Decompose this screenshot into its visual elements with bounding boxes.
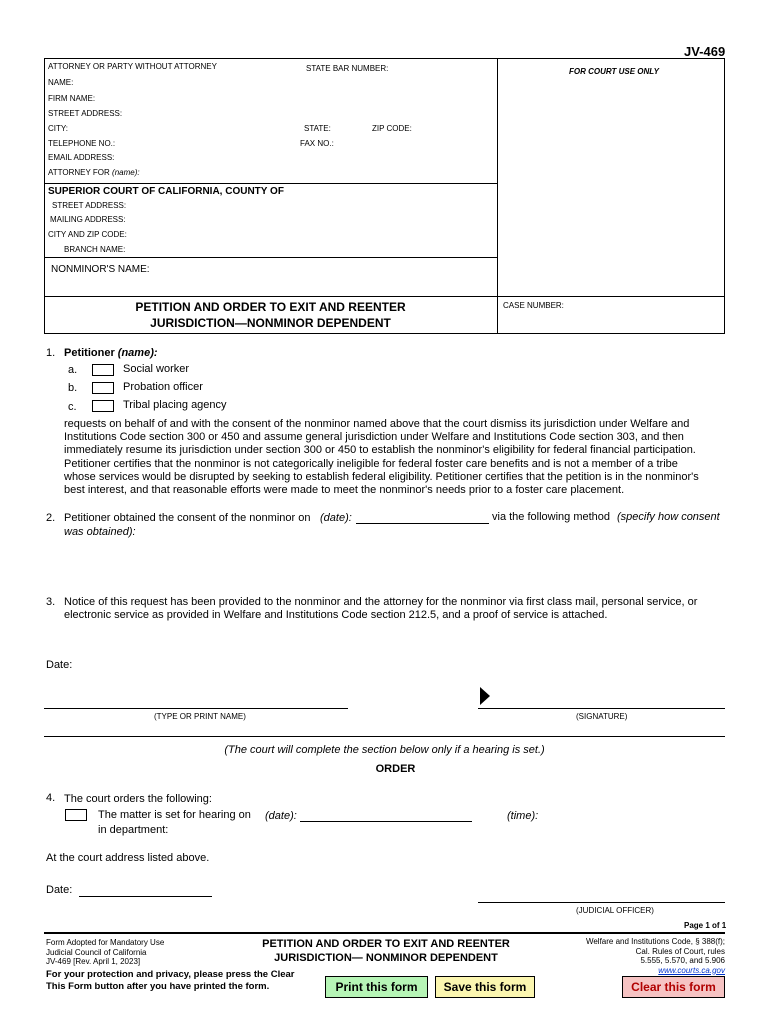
- form-title: [44, 299, 497, 331]
- court-address-text: At the court address listed above.: [46, 852, 210, 864]
- item2-specify2: was obtained):: [64, 526, 136, 538]
- zip-label: ZIP CODE:: [372, 124, 412, 133]
- date-label: Date:: [46, 659, 73, 671]
- citation-line: Welfare and Institutions Code, § 388(f);: [585, 937, 725, 946]
- nonminor-section-top: [44, 257, 497, 258]
- consent-method-field[interactable]: [64, 541, 724, 589]
- social-worker-label: Social worker: [123, 363, 190, 375]
- section-divider: [44, 736, 725, 737]
- form-title-line1: PETITION AND ORDER TO EXIT AND REENTER: [135, 300, 406, 314]
- form-adopted-block: [46, 938, 164, 967]
- item1-number: 1.: [46, 347, 56, 359]
- item1-line: requests on behalf of and with the consent of the nonminor named above that the court dismiss its jurisdiction under Welfare and: [64, 418, 690, 430]
- attorney-for-text: ATTORNEY FOR: [48, 168, 110, 177]
- hearing-date-label: (date):: [265, 810, 297, 822]
- signature-label: (SIGNATURE): [576, 712, 628, 721]
- citation-line: 5.555, 5.570, and 5.906: [640, 956, 725, 965]
- footer-rule: [44, 932, 725, 934]
- petitioner-label: Petitioner: [64, 347, 115, 359]
- clear-form-button[interactable]: Clear this form: [622, 976, 725, 998]
- hearing-date-field[interactable]: [300, 821, 472, 822]
- item1-label: [64, 347, 158, 359]
- privacy-note: [46, 969, 294, 993]
- item3-number: 3.: [46, 596, 56, 608]
- tribal-agency-checkbox[interactable]: [92, 400, 114, 412]
- court-city-zip-label: CITY AND ZIP CODE:: [48, 230, 127, 239]
- court-section-top: [44, 183, 497, 184]
- item1-line: Institutions Code section 300 or 450 and assume general jurisdiction under Welfare and Institutions Code section 303, and then: [64, 431, 684, 444]
- petitioner-name-hint: (name):: [117, 347, 158, 359]
- form-title-line2: JURISDICTION—NONMINOR DEPENDENT: [150, 316, 391, 330]
- citations-block: [545, 937, 725, 975]
- item2-date-label: (date):: [320, 512, 352, 524]
- case-number-label: CASE NUMBER:: [503, 301, 564, 310]
- tribal-agency-label: Tribal placing agency: [123, 399, 227, 411]
- court-mailing-label: MAILING ADDRESS:: [50, 215, 126, 224]
- item2-number: 2.: [46, 512, 56, 524]
- order-title: ORDER: [375, 763, 416, 775]
- type-print-name-field[interactable]: [44, 708, 348, 709]
- department-label: in department:: [98, 824, 169, 836]
- item1-line: best interest, and that reasonable efforts were made to meet the nonminor's needs prior to a foster care placement.: [64, 484, 625, 497]
- judicial-officer-label: (JUDICIAL OFFICER): [576, 906, 654, 915]
- court-street-label: STREET ADDRESS:: [52, 201, 127, 210]
- caption-divider: [497, 58, 498, 334]
- option-b-letter: b.: [68, 382, 78, 394]
- probation-officer-label: Probation officer: [123, 381, 203, 393]
- firm-name-label: FIRM NAME:: [48, 94, 96, 103]
- item2-specify: (specify how consent: [617, 511, 720, 523]
- signature-arrow-icon: [479, 686, 491, 706]
- probation-officer-checkbox[interactable]: [92, 382, 114, 394]
- privacy-line: This Form button after you have printed the form.: [46, 981, 270, 992]
- hearing-text: The matter is set for hearing on: [98, 809, 251, 821]
- court-title: SUPERIOR COURT OF CALIFORNIA, COUNTY OF: [48, 186, 284, 197]
- privacy-line: For your protection and privacy, please press the Clear: [46, 969, 295, 980]
- nonminor-name-label: NONMINOR'S NAME:: [51, 264, 150, 275]
- court-use-label: FOR COURT USE ONLY: [569, 67, 659, 76]
- street-address-label: STREET ADDRESS:: [48, 109, 123, 118]
- item2-text: Petitioner obtained the consent of the nonminor on: [64, 512, 311, 524]
- hearing-checkbox[interactable]: [65, 809, 87, 821]
- item3-line: Notice of this request has been provided to the nonminor and the attorney for the nonminor via first class mail, personal service, or: [64, 596, 698, 608]
- fax-label: FAX NO.:: [300, 139, 334, 148]
- item4-number: 4.: [46, 792, 56, 804]
- order-date-field[interactable]: [79, 896, 212, 897]
- footer-title-line1: PETITION AND ORDER TO EXIT AND REENTER: [262, 938, 510, 950]
- save-form-button[interactable]: Save this form: [435, 976, 535, 998]
- city-label: CITY:: [48, 124, 69, 133]
- attorney-for-name-hint: (name):: [112, 168, 140, 177]
- branch-name-label: BRANCH NAME:: [64, 245, 126, 254]
- social-worker-checkbox[interactable]: [92, 364, 114, 376]
- consent-date-field[interactable]: [356, 523, 489, 524]
- state-label: STATE:: [304, 124, 331, 133]
- item3-line: electronic service as provided in Welfare and Institutions Code section 212.5, and a proof of service is attached.: [64, 609, 608, 622]
- email-label: EMAIL ADDRESS:: [48, 153, 115, 162]
- item3-paragraph: [64, 596, 724, 622]
- type-print-label: (TYPE OR PRINT NAME): [154, 712, 246, 721]
- attorney-for-label: [48, 168, 140, 177]
- adopted-line: Form Adopted for Mandatory Use: [46, 938, 165, 947]
- page-number: Page 1 of 1: [684, 921, 727, 930]
- item1-line: whose services would be disrupted by seeking to establish federal eligibility. Petitioner certifies that the petition is in the nonminor's: [64, 470, 699, 483]
- item1-line: immediately resume its jurisdiction under section 300 or 450 to establish the nonminor's eligibility for federal financial participation.: [64, 444, 696, 457]
- option-c-letter: c.: [68, 401, 77, 413]
- item4-intro: The court orders the following:: [64, 793, 212, 805]
- order-date-label: Date:: [46, 884, 73, 896]
- title-section-top: [44, 296, 725, 297]
- signature-field[interactable]: [478, 708, 725, 709]
- hearing-time-label: (time):: [507, 810, 539, 822]
- attorney-party-label: ATTORNEY OR PARTY WITHOUT ATTORNEY: [48, 62, 217, 71]
- judicial-officer-field[interactable]: [478, 902, 725, 903]
- adopted-line: JV-469 [Rev. April 1, 2023]: [46, 957, 141, 966]
- courts-website-link[interactable]: www.courts.ca.gov: [658, 965, 725, 975]
- adopted-line: Judicial Council of California: [46, 947, 147, 957]
- form-id: JV-469: [684, 44, 726, 59]
- citation-line: Cal. Rules of Court, rules: [635, 946, 725, 956]
- footer-title: [226, 937, 546, 965]
- name-label: NAME:: [48, 78, 74, 87]
- option-a-letter: a.: [68, 364, 78, 376]
- print-form-button[interactable]: Print this form: [325, 976, 428, 998]
- item2-method-text: via the following method: [492, 511, 611, 523]
- item1-line: Petitioner certifies that the nonminor is not categorically ineligible for federal foster care benefits and is not a member of a tribe: [64, 457, 678, 470]
- state-bar-label: STATE BAR NUMBER:: [306, 64, 389, 73]
- telephone-label: TELEPHONE NO.:: [48, 139, 116, 148]
- item1-paragraph: [64, 418, 724, 497]
- footer-title-line2: JURISDICTION— NONMINOR DEPENDENT: [274, 952, 498, 964]
- court-note: (The court will complete the section below only if a hearing is set.): [224, 744, 545, 756]
